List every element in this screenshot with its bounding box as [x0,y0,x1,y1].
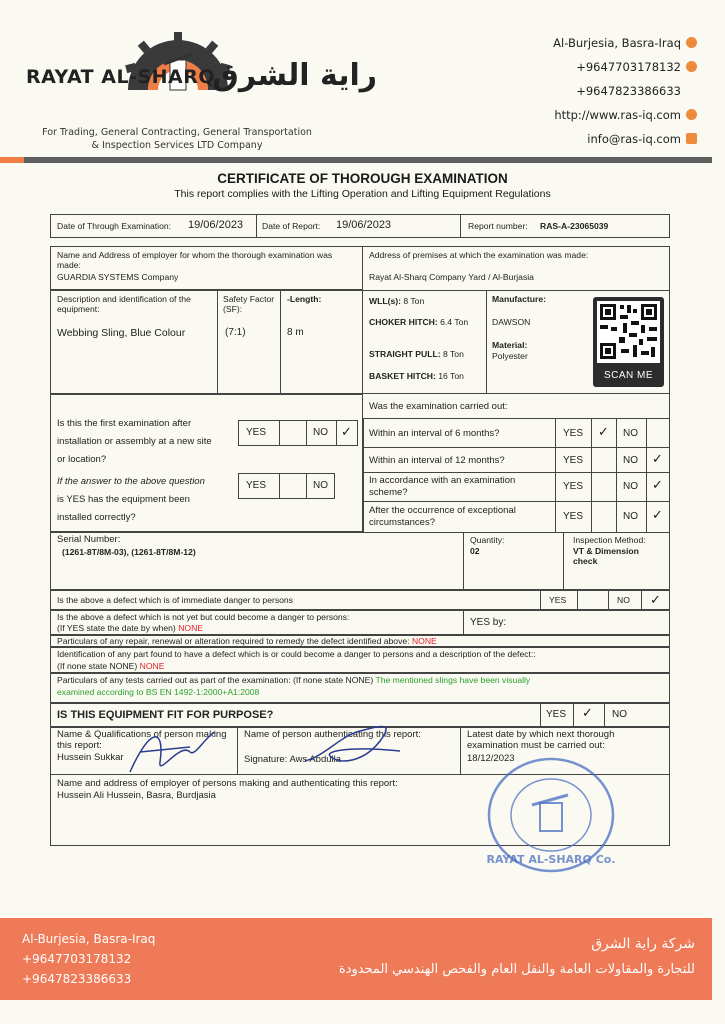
exceptional-label: After the occurrence of exceptional circumstances? [369,505,516,528]
repair-label: Particulars of any repair, renewal or alteration required to remedy the defect identified above: [57,636,410,646]
immediate-no-check-icon: ✓ [650,592,661,607]
auth-person: Aws Abdulla [289,754,342,765]
stamp-text: RAYAT AL-SHARQ Co. [486,853,616,866]
quantity-value: 02 [470,546,480,556]
row-divider-2 [363,472,670,473]
exceptional-yes: YES [563,511,584,522]
exceptional-no: NO [623,511,638,522]
interval12-label: Within an interval of 12 months? [369,455,505,466]
qr-code[interactable] [593,297,664,387]
straight-line [369,349,464,359]
report-number-value: RAS-A-23065039 [540,221,609,231]
exceptional-no-check-icon: ✓ [652,507,663,522]
scheme-no: NO [623,481,638,492]
header-divider-accent [0,157,24,163]
auth-signature-label: Signature: [244,754,288,765]
email-link[interactable]: info@ras-iq.com [587,132,681,146]
first-exam-q-line3: or location? [57,454,107,465]
repair-none: NONE [411,636,437,646]
manufacture-value: DAWSON [492,317,531,327]
date-report-label: Date of Report: [262,221,321,231]
scheme-no-check-icon: ✓ [652,477,663,492]
interval12-no-check-icon: ✓ [652,451,663,466]
date-exam-value: 19/06/2023 [188,219,244,231]
first-exam-yes-box[interactable] [279,420,307,446]
contact-website[interactable] [554,108,697,122]
row-divider-1 [363,447,670,448]
installed-question [57,473,205,527]
employer-label: Name and Address of employer for whom the thorough examination was made: [57,250,333,270]
fit-yes-check-icon: ✓ [582,705,593,720]
interval6-label: Within an interval of 6 months? [369,428,500,439]
header-divider [0,157,712,163]
company-name-arabic: راية الشرق [212,58,378,93]
description-value: Webbing Sling, Blue Colour [57,327,186,339]
immediate-yes-box[interactable] [577,590,609,610]
person-label: Name & Qualifications of person making this report: [57,729,227,751]
serial-value: (1261-8T/8M-03), (1261-8T/8M-12) [62,547,196,557]
premises-label: Address of premises at which the examination was made: [369,250,589,260]
choker-value: 6.4 Ton [440,317,469,327]
scheme-yes: YES [563,481,584,492]
qr-scan-label: SCAN ME [603,370,654,381]
fit-yes-label: YES [546,709,567,720]
footer-phone-1: +9647703178132 [22,952,132,966]
identification-none: NONE [139,661,165,671]
wll-value: 8 Ton [403,296,425,306]
wll-label: WLL(s): [369,296,401,306]
material-label: Material: [492,340,528,350]
certificate-subtitle: This report complies with the Lifting Operation and Lifting Equipment Regulations [174,188,551,200]
straight-label: STRAIGHT PULL: [369,349,441,359]
fit-label: IS THIS EQUIPMENT FIT FOR PURPOSE? [57,709,274,721]
future-defect-none: NONE [178,623,204,633]
person-signature-icon [120,722,220,782]
auth-label: Name of person authenticating this report: [244,729,421,740]
col-divider-c [616,418,617,532]
tagline-line-1: For Trading, General Contracting, General Transportation [42,127,312,138]
company-name: RAYAT AL-SHARQ [26,66,216,88]
fit-no-label: NO [612,709,627,720]
length-label: -Length: [287,294,322,304]
installed-yes-label: YES [246,480,267,491]
first-exam-q-line1: Is this the first examination after [57,418,192,429]
first-exam-yes-label: YES [246,427,267,438]
phone1-text: +9647703178132 [576,60,681,74]
carried-out-label: Was the examination carried out: [369,401,508,412]
choker-line [369,317,479,327]
safety-factor-value: (7:1) [225,327,246,338]
future-defect-hint [57,623,203,633]
choker-label: CHOKER HITCH: [369,317,438,327]
interval12-no: NO [623,455,638,466]
first-exam-no-label: NO [313,427,328,438]
repair-line [57,636,437,646]
identification-hint-text: (If none state NONE) [57,661,138,671]
wll-line [369,296,424,306]
footer-arabic-tagline: للتجارة والمقاولات العامة والنقل العام والفحص الهندسي المحدودة [338,962,695,977]
length-cell [280,290,363,394]
installed-q-line2: is YES has the equipment been [57,494,190,505]
interval12-yes: YES [563,455,584,466]
company-stamp [484,755,618,875]
manufacture-label: Manufacture: [492,294,546,304]
employer-persons-label: Name and address of employer of persons making and authenticating this report: [57,778,398,789]
basket-line [369,371,464,381]
auth-signature-icon [300,716,410,776]
yes-by-label: YES by: [470,617,507,628]
next-exam-label: Latest date by which next thorough examination must be carried out: [467,729,615,751]
contact-phone-1 [576,60,697,74]
mail-icon [686,133,697,144]
first-exam-no-check-icon: ✓ [341,424,352,439]
immediate-yes-label: YES [549,595,567,605]
contact-phone-2 [576,84,697,98]
first-exam-q-line2: installation or assembly at a new site [57,436,212,447]
website-link[interactable]: http://www.ras-iq.com [554,108,681,122]
identification-label: Identification of any part found to have a defect which is or could become a danger to persons and a description of the defect:: [57,649,536,659]
employer-value: GUARDIA SYSTEMS Company [57,272,179,282]
row-divider-3 [363,501,670,502]
report-number-label: Report number: [468,221,528,231]
interval6-yes-check-icon: ✓ [598,424,609,439]
footer-phone-2: +9647823386633 [22,972,132,986]
next-exam-value: 18/12/2023 [467,753,515,764]
serial-label: Serial Number: [57,534,121,545]
tests-line [57,675,530,685]
safety-factor-label: Safety Factor (SF): [223,294,275,314]
method-value: VT & Dimension check [573,546,639,566]
scheme-label: In accordance with an examination scheme? [369,475,516,498]
installed-yes-box[interactable] [279,473,307,499]
contact-email[interactable] [587,132,697,146]
tagline-line-2: & Inspection Services LTD Company [91,140,263,151]
contact-address [553,36,697,50]
first-exam-question [57,415,212,469]
person-value: Hussein Sukkar [57,752,124,763]
globe-icon [686,109,697,120]
basket-value: 16 Ton [438,371,464,381]
installed-no-label: NO [313,480,328,491]
interval6-no: NO [623,428,638,439]
immediate-no-label: NO [617,595,630,605]
future-defect-hint-text: (If YES state the date by when) [57,623,176,633]
company-tagline [22,126,332,152]
col-divider-b [591,418,592,532]
phone-spacer [686,85,697,96]
footer-address: Al-Burjesia, Basra-Iraq [22,932,156,946]
method-label: Inspection Method: [573,535,646,545]
col-divider-d [646,418,647,532]
qr-pattern-icon [593,297,664,365]
tests-value-2: examined according to BS EN 1492-1:2000+A1:2008 [57,687,260,697]
length-value: 8 m [287,327,304,338]
material-value: Polyester [492,351,528,361]
interval6-yes: YES [563,428,584,439]
quantity-label: Quantity: [470,535,505,545]
employer-persons-value: Hussein Ali Hussein, Basra, Burdjasia [57,790,216,801]
col-divider-a [555,418,556,532]
immediate-defect-label: Is the above a defect which is of immediate danger to persons [57,595,293,605]
phone2-text: +9647823386633 [576,84,681,98]
date-exam-label: Date of Through Examination: [57,221,172,231]
footer-arabic-company: شركة راية الشرق [591,936,695,952]
installed-q-line1: If the answer to the above question [57,476,205,487]
tests-value-1: The mentioned slings have been visually [375,675,531,685]
identification-hint [57,661,164,671]
tests-label: Particulars of any tests carried out as part of the examination: (If none state NONE) [57,675,374,685]
basket-label: BASKET HITCH: [369,371,436,381]
installed-q-line3: installed correctly? [57,512,136,523]
future-defect-label: Is the above a defect which is not yet but could become a danger to persons: [57,612,350,622]
certificate-title: CERTIFICATE OF THOROUGH EXAMINATION [217,171,508,186]
address-text: Al-Burjesia, Basra-Iraq [553,36,681,50]
description-label: Description and identification of the equipment: [57,294,191,314]
location-pin-icon [686,37,697,48]
premises-value: Rayat Al-Sharq Company Yard / Al-Burjasia [369,272,534,282]
straight-value: 8 Ton [443,349,464,359]
phone-icon [686,61,697,72]
date-report-value: 19/06/2023 [336,219,392,231]
